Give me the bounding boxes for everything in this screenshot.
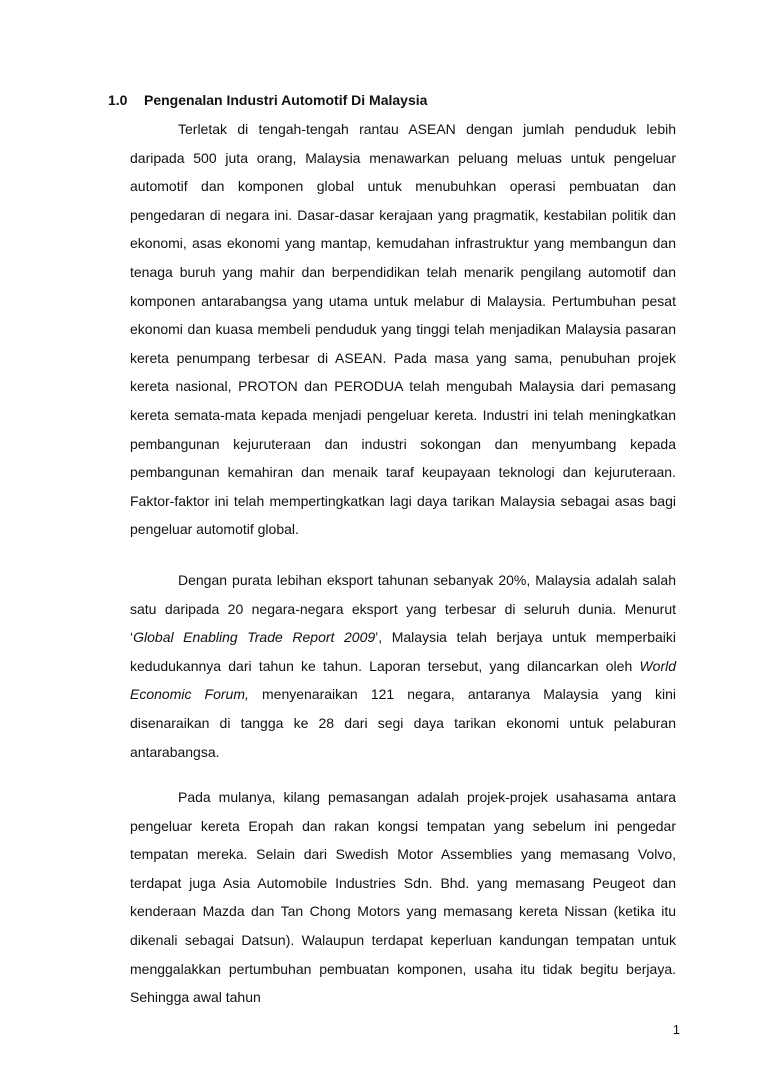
paragraph-2-part-a: Dengan purata lebihan eksport tahunan sebanyak 20%, Malaysia adalah salah satu daripada 20 negara-negara eksport yang terbesar di seluruh dunia. Menurut ‘ xyxy=(130,572,676,646)
paragraph-3-text: Pada mulanya, kilang pemasangan adalah projek-projek usahasama antara pengeluar kereta Eropah dan rakan kongsi tempatan yang sebelum ini pengedar tempatan mereka. Selain dari Swedish Motor Assemblies yang memasang Volvo, terdapat juga Asia Automobile Industries Sdn. Bhd. yang memasang Peugeot dan kenderaan Mazda dan Tan Chong Motors yang memasang kereta Nissan (ketika itu dikenali sebagai Datsun). Walaupun terdapat keperluan kandungan tempatan untuk menggalakkan pertumbuhan pembuatan komponen, usaha itu tidak begitu berjaya. Sehingga awal tahun xyxy=(130,789,676,1006)
organisation-name: World Economic Forum, xyxy=(130,657,676,703)
paragraph-3 xyxy=(130,783,676,1012)
paragraph-2 xyxy=(130,566,676,766)
paragraph-2-text xyxy=(130,566,676,766)
section-title: Pengenalan Industri Automotif Di Malaysia xyxy=(144,92,428,108)
paragraph-1 xyxy=(130,115,676,544)
report-title: Global Enabling Trade Report 2009 xyxy=(133,629,376,646)
section-number: 1.0 xyxy=(108,92,128,108)
paragraph-2-part-b: ’, Malaysia telah berjaya untuk memperbaiki kedudukannya dari tahun ke tahun. Laporan tersebut, yang dilancarkan oleh xyxy=(130,629,676,674)
page-number: 1 xyxy=(672,1022,680,1037)
paragraph-1-text: Terletak di tengah-tengah rantau ASEAN dengan jumlah penduduk lebih daripada 500 juta orang, Malaysia menawarkan peluang meluas untuk pengeluar automotif dan komponen global untuk menubuhkan operasi pembuatan dan pengedaran di negara ini. Dasar-dasar kerajaan yang pragmatik, kestabilan politik dan ekonomi, asas ekonomi yang mantap, kemudahan infrastruktur yang membangun dan tenaga buruh yang mahir dan berpendidikan telah menarik pengilang automotif dan komponen antarabangsa yang utama untuk melabur di Malaysia. Pertumbuhan pesat ekonomi dan kuasa membeli penduduk yang tinggi telah menjadikan Malaysia pasaran kereta penumpang terbesar di ASEAN. Pada masa yang sama, penubuhan projek kereta nasional, PROTON dan PERODUA telah mengubah Malaysia dari pemasang kereta semata-mata kepada menjadi pengeluar kereta. Industri ini telah meningkatkan pembangunan kejuruteraan dan industri sokongan dan menyumbang kepada pembangunan kemahiran dan menaik taraf keupayaan teknologi dan kejuruteraan. Faktor-faktor ini telah mempertingkatkan lagi daya tarikan Malaysia sebagai asas bagi pengeluar automotif global. xyxy=(130,121,676,538)
paragraph-2-part-c: menyenaraikan 121 negara, antaranya Malaysia yang kini disenaraikan di tangga ke 28 dari segi daya tarikan ekonomi untuk pelaburan antarabangsa. xyxy=(130,686,676,760)
section-heading xyxy=(108,90,427,110)
